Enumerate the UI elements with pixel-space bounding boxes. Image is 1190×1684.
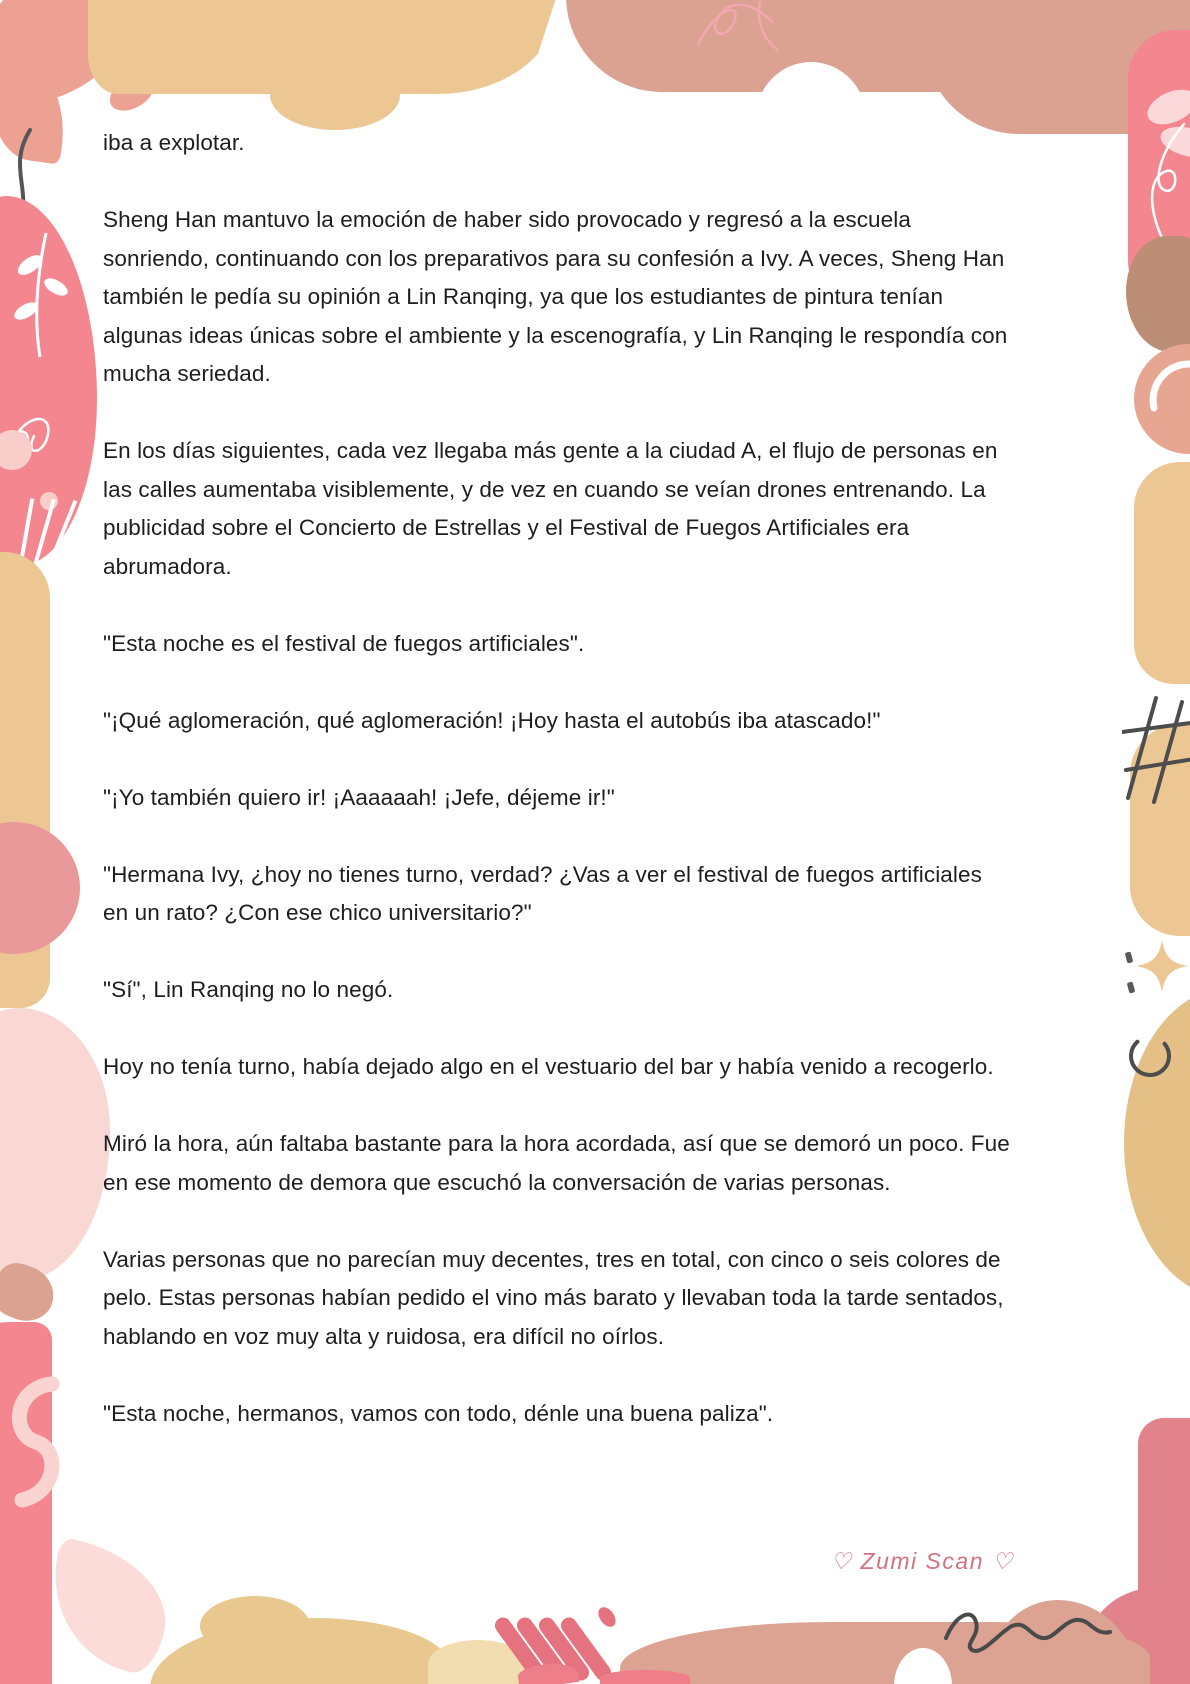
decor-hash-icon bbox=[1122, 694, 1190, 806]
paragraph-4: "Esta noche es el festival de fuegos artificiales". bbox=[103, 630, 585, 656]
decor-left-pale-blob bbox=[0, 1008, 110, 1280]
decor-open-ring-icon bbox=[1122, 1028, 1182, 1084]
scan-credit: ♡ Zumi Scan ♡ bbox=[830, 1548, 1014, 1574]
decor-white-crescent bbox=[1146, 358, 1190, 418]
paragraph-10: Miró la hora, aún faltaba bastante para la hora acordada, así que se demoró un poco. Fue en ese momento de demora que escuchó la conversación de varias personas. bbox=[103, 1131, 1010, 1195]
decor-lightpink-wedge bbox=[37, 1537, 179, 1677]
decor-zigzag-squiggle bbox=[942, 1592, 1127, 1664]
decor-ribbon-scribble bbox=[690, 0, 800, 60]
paragraph-9: Hoy no tenía turno, había dejado algo en el vestuario del bar y había venido a recogerlo. bbox=[103, 1054, 994, 1079]
paragraph-1: iba a explotar. bbox=[103, 130, 245, 155]
decor-white-branch bbox=[2, 225, 82, 365]
decor-right-brown-blob bbox=[1126, 236, 1190, 352]
decor-lightpink-scurve bbox=[0, 1372, 66, 1542]
decor-sparkle-icon bbox=[1136, 940, 1188, 992]
paragraph-12: "Esta noche, hermanos, vamos con todo, dénle una buena paliza". bbox=[103, 1400, 774, 1426]
paragraph-6: "¡Yo también quiero ir! ¡Aaaaaah! ¡Jefe, déjeme ir!" bbox=[103, 784, 615, 810]
paragraph-5: "¡Qué aglomeración, qué aglomeración! ¡Hoy hasta el autobús iba atascado!" bbox=[103, 707, 881, 733]
decor-bottom-tan-bump bbox=[200, 1596, 310, 1656]
decor-left-salmon-circle bbox=[0, 822, 80, 954]
decor-right-tan-blob bbox=[1134, 462, 1190, 684]
decor-bottom-pink-bit bbox=[600, 1670, 690, 1684]
text-content bbox=[103, 124, 1011, 1472]
decor-tick-mark bbox=[1127, 981, 1136, 993]
paragraph-8: "Sí", Lin Ranqing no lo negó. bbox=[103, 977, 394, 1002]
decor-tick-mark bbox=[1125, 951, 1134, 963]
paragraph-7: "Hermana Ivy, ¿hoy no tienes turno, verdad? ¿Vas a ver el festival de fuegos artificiales en un rato? ¿Con ese chico universitario?" bbox=[103, 861, 982, 925]
paragraph-3: En los días siguientes, cada vez llegaba más gente a la ciudad A, el flujo de personas en las calles aumentaba visiblemente, y de vez en cuando se veían drones entrenando. La publicidad sobre el Concierto de Estrellas y el Festival de Fuegos Artificiales era abrumadora. bbox=[103, 438, 998, 579]
paragraph-11: Varias personas que no parecían muy decentes, tres en total, con cinco o seis colores de pelo. Estas personas habían pedido el vino más barato y llevaban toda la tarde sentados, hablando en voz muy alta y ruidosa, era difícil no oírlos. bbox=[103, 1246, 1004, 1349]
paragraph-2: Sheng Han mantuvo la emoción de haber sido provocado y regresó a la escuela sonriendo, continuando con los preparativos para su confesión a Ivy. A veces, Sheng Han también le pedía su opinión a Lin Ranqing, ya que los estudiantes de pintura tenían algunas ideas únicas sobre el ambiente y la escenografía, y Lin Ranqing le respondía con mucha seriedad. bbox=[103, 207, 1008, 386]
decor-pink-scribble-dot bbox=[595, 1604, 619, 1630]
decor-top-tan-bump bbox=[270, 60, 400, 130]
